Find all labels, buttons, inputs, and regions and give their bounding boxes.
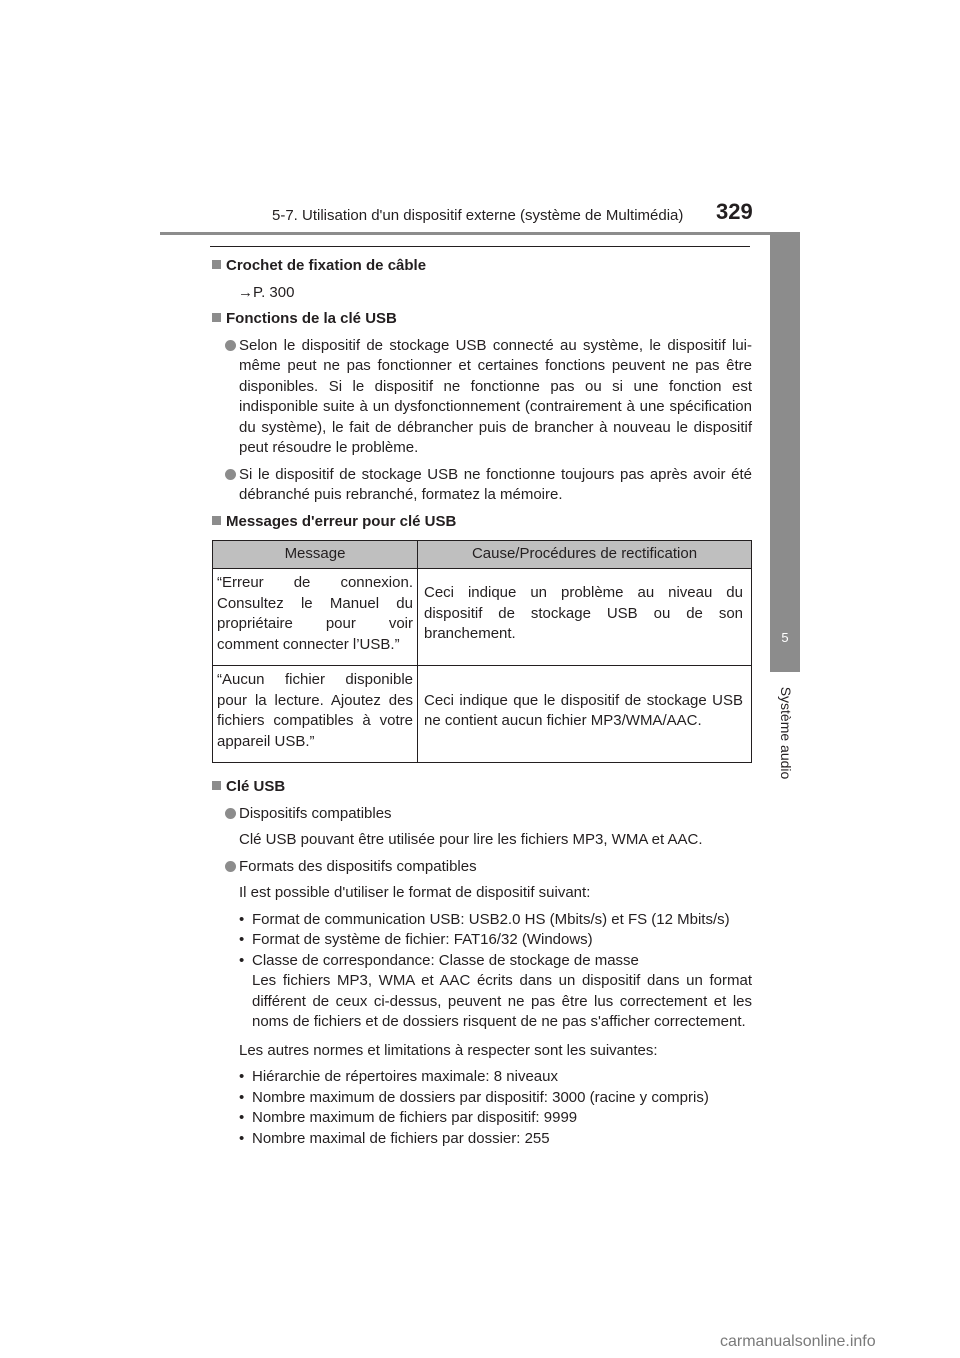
error-table xyxy=(212,540,752,763)
bullet-item xyxy=(212,336,752,459)
side-tab xyxy=(770,232,800,672)
list-item: • Format de système de fichier: FAT16/32 (Windows) xyxy=(212,930,752,951)
table-header-row xyxy=(213,541,752,569)
section-title: Fonctions de la clé USB xyxy=(212,309,752,330)
bullet-text: Formats des dispositifs compatibles xyxy=(239,857,477,875)
content xyxy=(212,256,752,1149)
list-item: • Nombre maximum de fichiers par dispositif: 9999 xyxy=(212,1108,752,1129)
table-cell: “Aucun fichier disponible pour la lecture. Ajoutez des fichiers compatibles à votre appareil USB.” xyxy=(213,666,418,763)
paragraph: Les autres normes et limitations à respecter sont les suivantes: xyxy=(239,1041,658,1059)
list-note: Les fichiers MP3, WMA et AAC écrits dans un dispositif dans un format différent de ceux ci-dessus, peuvent ne pas être lus correctement et les noms de fichiers et de dossiers risquent de ne pas s'afficher correctement. xyxy=(252,972,752,1030)
list-item: • Nombre maximal de fichiers par dossier: 255 xyxy=(212,1129,752,1150)
table-header: Cause/Procédures de rectification xyxy=(418,541,752,569)
section-title: Crochet de fixation de câble xyxy=(212,256,752,277)
table-row xyxy=(213,569,752,666)
table-cell: “Erreur de connexion. Consultez le Manuel du propriétaire pour voir comment connecter l’USB.” xyxy=(213,569,418,666)
list-item: • Format de communication USB: USB2.0 HS (Mbits/s) et FS (12 Mbits/s) xyxy=(212,910,752,931)
side-tab-label-text: Système audio xyxy=(778,686,794,780)
bullet-dot-icon xyxy=(225,808,236,819)
list-item: • Hiérarchie de répertoires maximale: 8 niveaux xyxy=(212,1067,752,1088)
page-reference: →P. 300 xyxy=(238,283,295,301)
paragraph: Clé USB pouvant être utilisée pour lire les fichiers MP3, WMA et AAC. xyxy=(239,831,703,848)
section-title: Clé USB xyxy=(212,777,752,798)
bullet-dot-icon xyxy=(225,469,236,480)
paragraph: Il est possible d'utiliser le format de dispositif suivant: xyxy=(239,884,591,901)
bullet-item xyxy=(212,804,752,825)
table-row xyxy=(213,666,752,763)
bullet-item xyxy=(212,465,752,506)
section-title: Messages d'erreur pour clé USB xyxy=(212,512,752,533)
side-tab-number: 5 xyxy=(781,630,789,645)
bullet-dot-icon xyxy=(225,340,236,351)
header-title: 5-7. Utilisation d'un dispositif externe (système de Multimédia) xyxy=(272,207,684,224)
footer-watermark: carmanualsonline.info xyxy=(720,1333,876,1350)
bullet-item xyxy=(212,857,752,878)
bullet-text: Selon le dispositif de stockage USB connecté au système, le dispositif lui-même peut ne pas fonctionner et certaines fonctions peuvent ne pas être disponibles. Si le dispositif ne fonctionne pas ou si une fonction est indisponible suite à un dysfonctionnement (contrairement à une spécification du système), le fait de débrancher puis de brancher à nouveau le dispositif peut résoudre le problème. xyxy=(239,336,752,456)
bullet-dot-icon xyxy=(225,861,236,872)
list-item: • Classe de correspondance: Classe de stockage de masse xyxy=(212,951,752,972)
page-number: 329 xyxy=(716,199,753,224)
table-cell: Ceci indique un problème au niveau du dispositif de stockage USB ou de son branchement. xyxy=(418,569,752,666)
list-item: • Nombre maximum de dossiers par dispositif: 3000 (racine y compris) xyxy=(212,1088,752,1109)
table-cell: Ceci indique que le dispositif de stockage USB ne contient aucun fichier MP3/WMA/AAC. xyxy=(418,666,752,763)
side-tab-label xyxy=(766,678,806,788)
bullet-text: Dispositifs compatibles xyxy=(239,804,392,822)
bullet-text: Si le dispositif de stockage USB ne fonctionne toujours pas après avoir été débranché puis rebranché, formatez la mémoire. xyxy=(239,465,752,503)
table-header: Message xyxy=(213,541,418,569)
content-rule xyxy=(210,246,750,247)
header-rule xyxy=(160,232,800,235)
